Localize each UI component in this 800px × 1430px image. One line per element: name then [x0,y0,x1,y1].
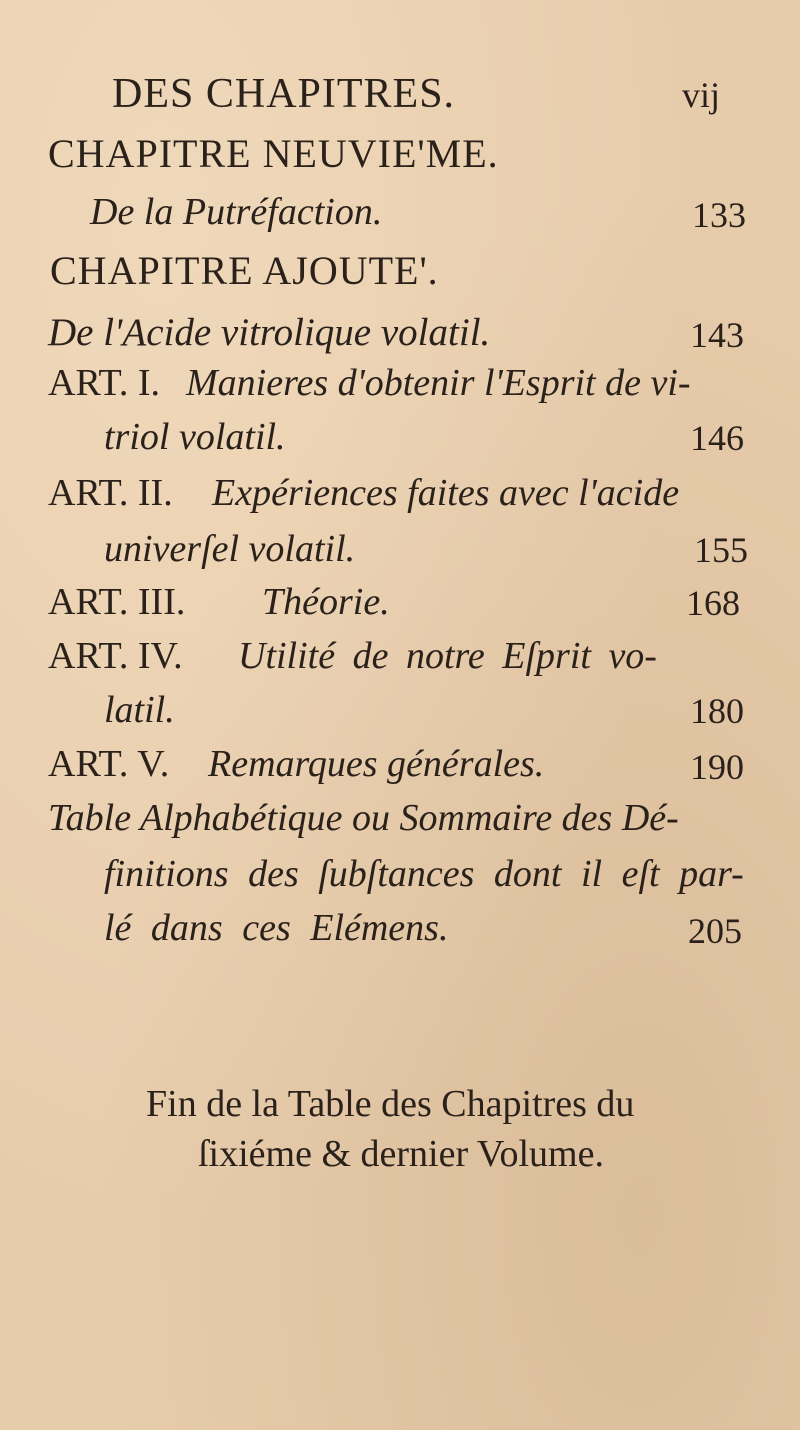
page-number: 155 [694,530,748,570]
article-label: ART. V. [48,743,170,785]
page-number: 168 [686,583,740,623]
page-number: 205 [688,911,742,951]
article-label: ART. IV. [48,635,183,677]
article-title: Utilité de notre Eſprit vo- [238,635,657,677]
page-number: 143 [690,315,744,355]
article-label: ART. II. [48,472,173,514]
article-label: ART. III. [48,581,186,623]
page-number: 190 [690,747,744,787]
colophon-line: Fin de la Table des Chapitres du [146,1083,635,1125]
article-title-cont: univerſel volatil. [104,528,356,570]
article-title: Théorie. [262,581,390,623]
page-number: 180 [690,691,744,731]
article-title: Remarques générales. [208,743,545,785]
table-title-cont: finitions des ſubſtances dont il eſt par- [104,853,744,895]
chapter-heading: CHAPITRE AJOUTE'. [50,248,439,293]
article-title-cont: latil. [104,689,175,731]
chapter-title: De l'Acide vitrolique volatil. [48,311,491,354]
table-title: Table Alphabétique ou Sommaire des Dé- [48,797,679,839]
article-label: ART. I. [48,362,161,404]
colophon-line: ſixiéme & dernier Volume. [198,1133,604,1175]
folio: vij [682,75,721,115]
chapter-heading: CHAPITRE NEUVIE'ME. [48,131,499,176]
running-title: DES CHAPITRES. [112,71,456,117]
article-title-cont: triol volatil. [104,416,286,458]
table-title-cont: lé dans ces Elémens. [104,907,449,949]
article-title: Manieres d'obtenir l'Esprit de vi- [186,362,691,404]
article-title: Expériences faites avec l'acide [212,472,680,514]
page-number: 133 [692,195,746,235]
chapter-title: De la Putréfaction. [90,191,383,233]
page-number: 146 [690,418,744,458]
